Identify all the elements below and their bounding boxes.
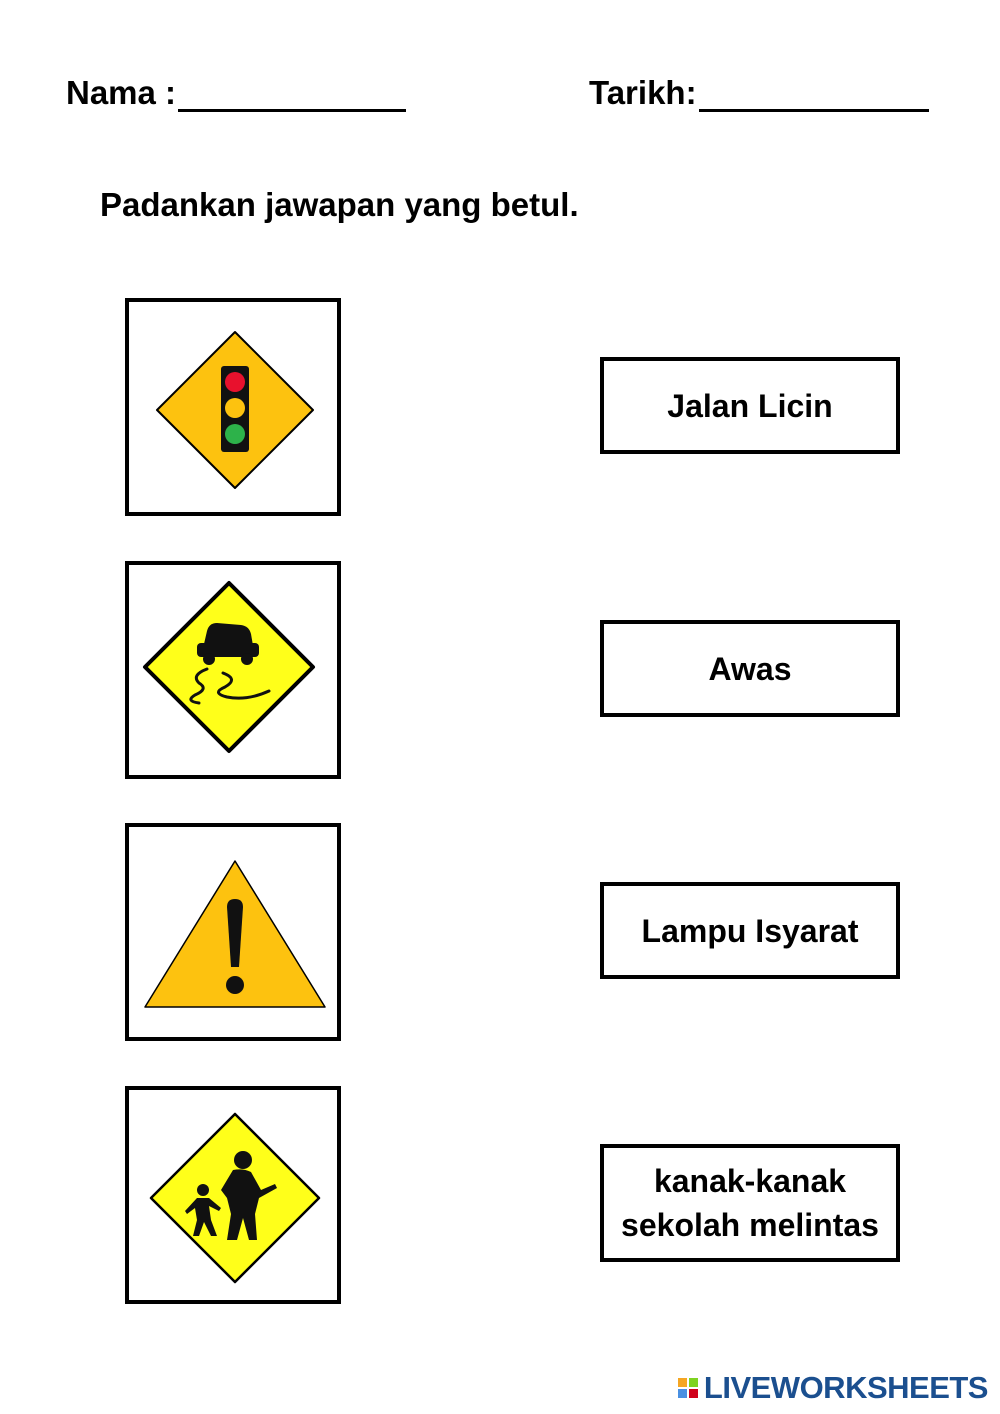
answer-label: Lampu Isyarat [641, 912, 859, 949]
answer-box-kanak-kanak[interactable] [600, 1144, 900, 1262]
sign-box-slippery-road[interactable] [125, 561, 341, 779]
instruction-text: Padankan jawapan yang betul. [100, 186, 579, 223]
name-field [66, 74, 406, 112]
school-children-crossing-sign-icon [129, 1090, 337, 1300]
date-field [589, 74, 929, 112]
liveworksheets-logo[interactable] [678, 1370, 988, 1406]
slippery-road-sign-icon [129, 565, 337, 775]
liveworksheets-logo-icon [678, 1378, 698, 1398]
sign-box-caution[interactable] [125, 823, 341, 1041]
answer-label: Awas [708, 650, 792, 687]
date-blank-line[interactable] [699, 79, 929, 112]
answer-label: kanak-kanak sekolah melintas [621, 1163, 879, 1243]
answer-label: Jalan Licin [667, 387, 833, 424]
caution-exclamation-sign-icon [129, 827, 337, 1037]
answer-box-awas[interactable] [600, 620, 900, 717]
sign-box-school-crossing[interactable] [125, 1086, 341, 1304]
answer-box-lampu-isyarat[interactable] [600, 882, 900, 979]
logo-text: LIVEWORKSHEETS [703, 1370, 988, 1405]
date-label: Tarikh: [589, 74, 697, 111]
sign-box-traffic-light[interactable] [125, 298, 341, 516]
answer-box-jalan-licin[interactable] [600, 357, 900, 454]
name-blank-line[interactable] [178, 79, 406, 112]
traffic-light-sign-icon [129, 302, 337, 512]
name-label: Nama : [66, 74, 177, 111]
